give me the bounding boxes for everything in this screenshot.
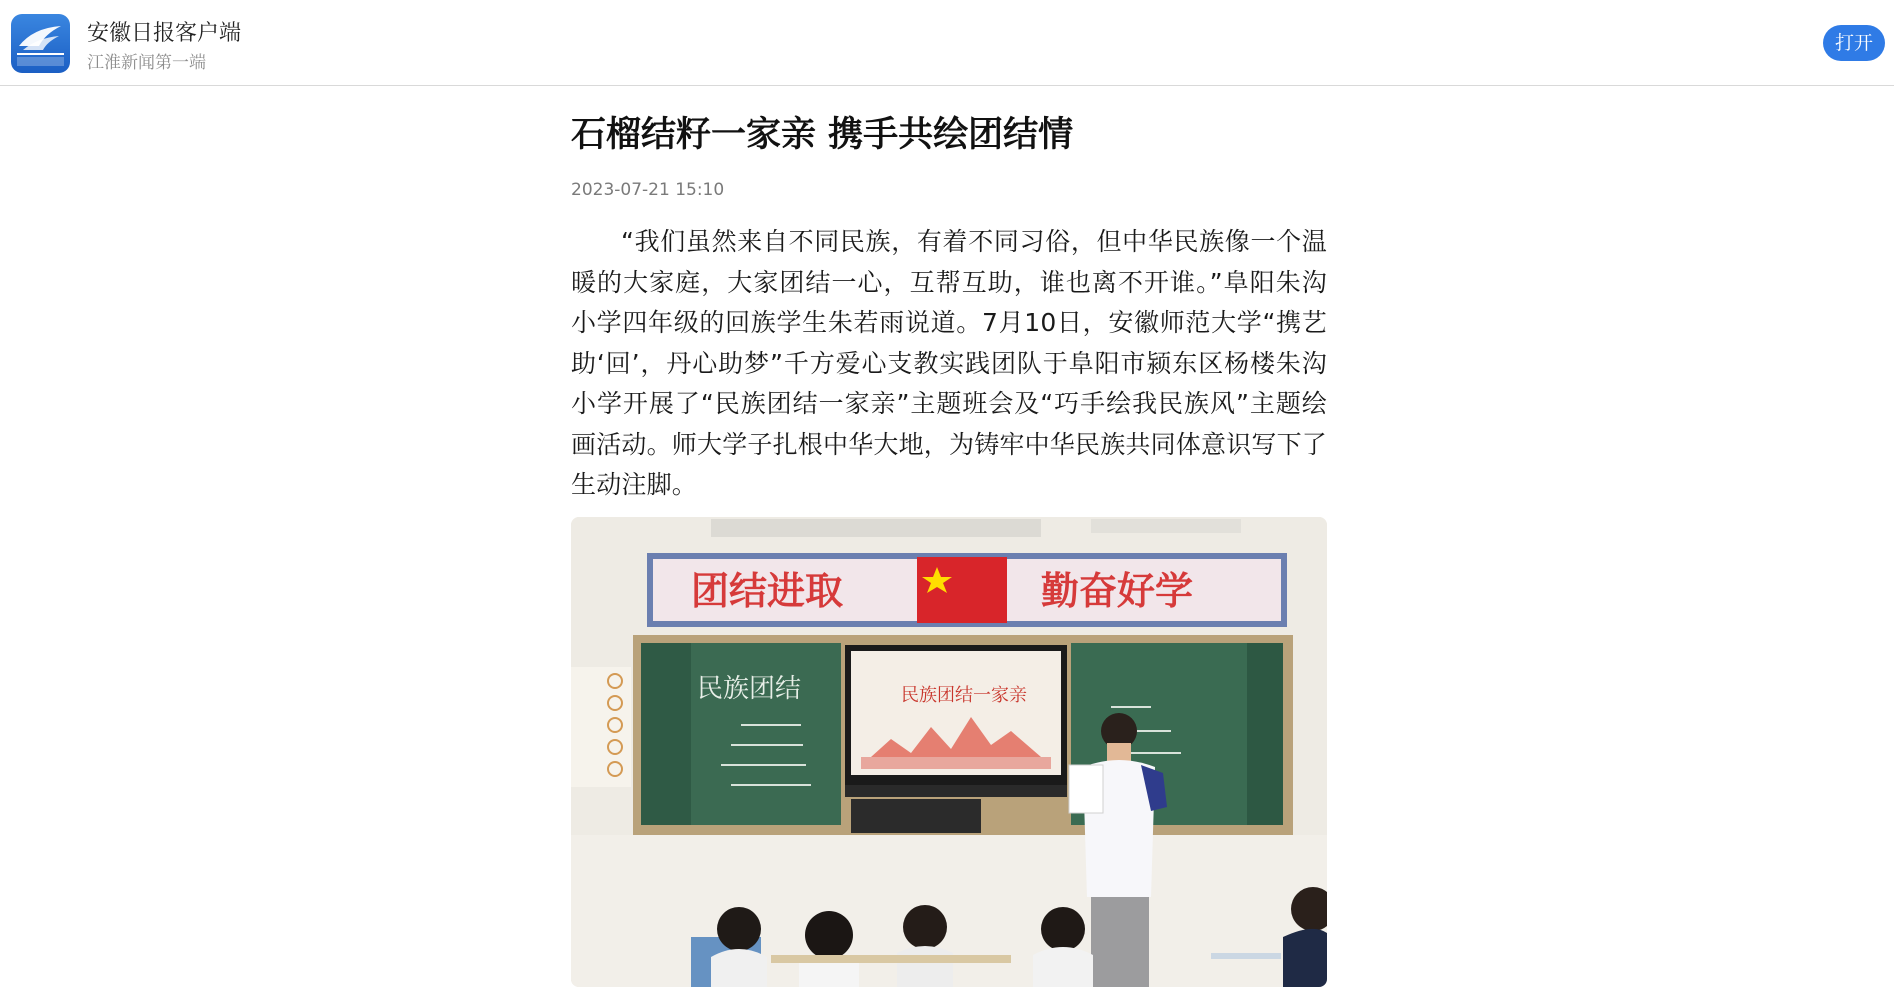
photo-banner-left: 团结进取: [691, 569, 844, 613]
app-slogan: 江淮新闻第一端: [87, 53, 206, 73]
open-app-button[interactable]: 打开: [1823, 25, 1885, 61]
photo-chalkboard-left: [641, 643, 841, 825]
photo-banner: [647, 553, 1287, 627]
app-download-bar: [0, 0, 1894, 86]
photo-banner-right: 勤奋好学: [1041, 569, 1194, 613]
app-name: 安徽日报客户端: [87, 21, 242, 46]
photo-tv-screen: [845, 645, 1067, 797]
article-datetime: 2023-07-21 15:10: [571, 180, 725, 200]
photo-screen-title: 民族团结一家亲: [901, 685, 1027, 706]
photo-wall-chart: [571, 667, 631, 787]
article-paragraph: “我们虽然来自不同民族，有着不同习俗，但中华民族像一个温暖的大家庭，大家团结一心，互帮互助，谁也离不开谁。”阜阳朱沟小学四年级的回族学生朱若雨说道。7月10日，安徽师范大学“携艺助‘回’，丹心助梦”千方爱心支教实践团队于阜阳市颍东区杨楼朱沟小学开展了“民族团结一家亲”主题班会及“巧手绘我民族风”主题绘画活动。师大学子扎根中华大地，为铸牢中华民族共同体意识写下了生动注脚。: [571, 227, 1328, 499]
article-photo[interactable]: [571, 517, 1327, 987]
photo-board-title: 民族团结: [697, 674, 802, 704]
anhui-daily-logo-icon[interactable]: [11, 14, 70, 73]
article-title: 石榴结籽一家亲 携手共绘团结情: [571, 115, 1074, 155]
article: [571, 110, 1327, 506]
